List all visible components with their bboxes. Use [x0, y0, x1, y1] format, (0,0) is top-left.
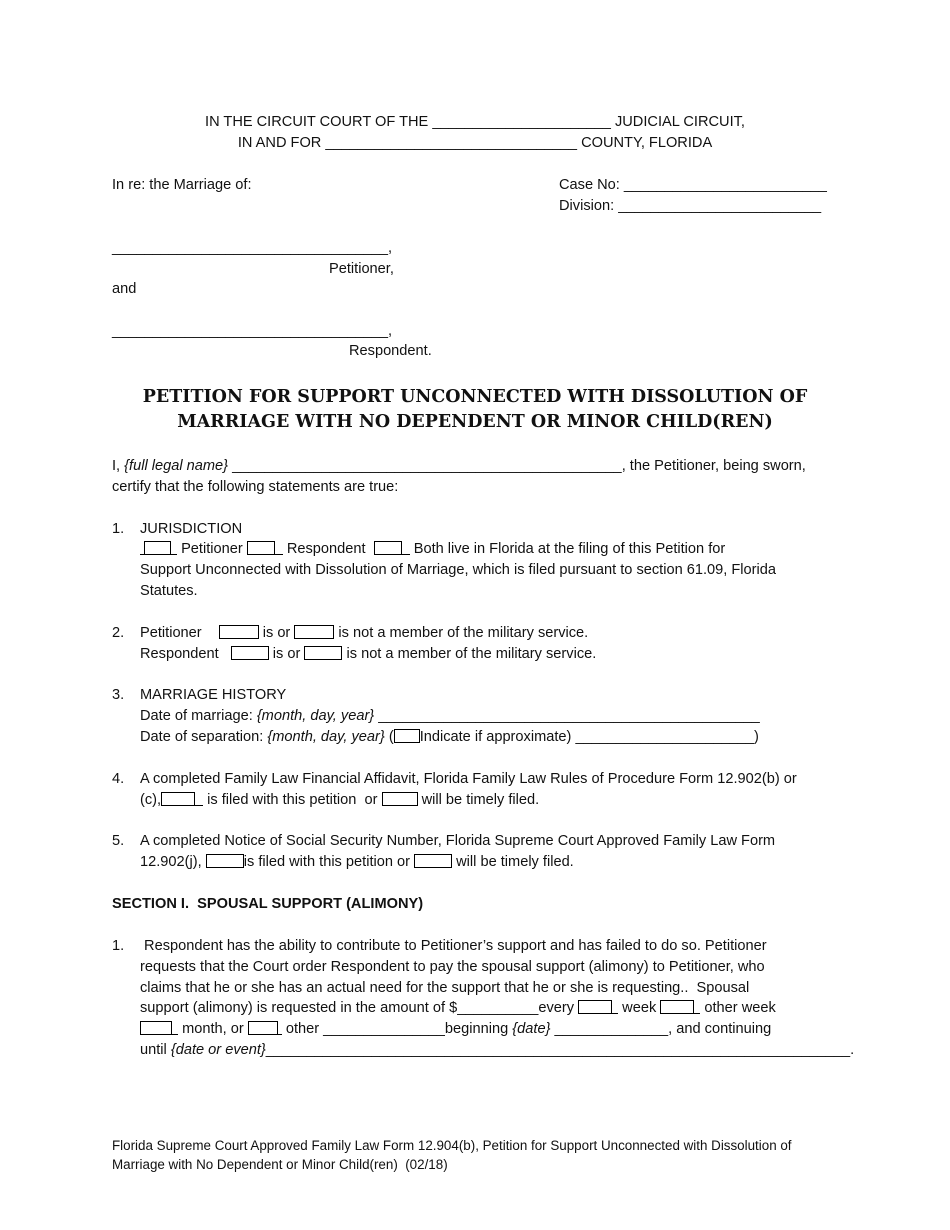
court-header-line1: IN THE CIRCUIT COURT OF THE ______________________ JUDICIAL CIRCUIT,: [205, 114, 745, 130]
document-title-line1: PETITION FOR SUPPORT UNCONNECTED WITH DISSOLUTION OF: [142, 387, 808, 407]
monthly-checkbox[interactable]: [140, 1021, 172, 1035]
footer-line1: Florida Supreme Court Approved Family Law Form 12.904(b), Petition for Support Unconnected with Dissolution of: [112, 1138, 792, 1153]
item-2-number: 2.: [112, 625, 125, 641]
date-of-marriage-row: Date of marriage: {month, day, year} _______________________________________________: [140, 708, 760, 724]
item-1-number: 1.: [112, 521, 125, 537]
date-of-marriage-field[interactable]: _______________________________________________: [378, 708, 760, 724]
section-1-heading: SECTION I. SPOUSAL SUPPORT (ALIMONY): [112, 896, 424, 912]
petitioner-military-not-checkbox[interactable]: [294, 625, 334, 639]
petitioner-military-row: Petitioner is or is not a member of the military service.: [140, 625, 589, 641]
approximate-checkbox[interactable]: [394, 729, 420, 743]
petitioner-checkbox[interactable]: [144, 541, 171, 555]
alimony-line6: until {date or event}________________________________________________________________________.: [140, 1042, 855, 1058]
document-title-line2: MARRIAGE WITH NO DEPENDENT OR MINOR CHILD(REN): [177, 412, 773, 432]
other-week-checkbox[interactable]: [660, 1000, 694, 1014]
respondent-military-is-checkbox[interactable]: [231, 646, 269, 660]
case-number-field[interactable]: _________________________: [623, 177, 827, 193]
section-1-item-number: 1.: [112, 938, 125, 954]
full-legal-name-field[interactable]: ________________________________________________: [232, 458, 622, 474]
alimony-line1: Respondent has the ability to contribute to Petitioner’s support and has failed to do so. Petitioner: [140, 938, 767, 954]
item-5-number: 5.: [112, 833, 125, 849]
ssn-line2: 12.902(j), is filed with this petition or will be timely filed.: [140, 854, 574, 870]
other-frequency-checkbox[interactable]: [248, 1021, 278, 1035]
affidavit-filed-checkbox[interactable]: [161, 792, 195, 806]
petitioner-label: Petitioner,: [329, 261, 394, 277]
alimony-line5: month, or other _______________beginning {date} ______________, and continuing: [140, 1019, 771, 1040]
case-number-row: Case No: _________________________: [559, 177, 827, 193]
alimony-line2: requests that the Court order Respondent to pay the spousal support (alimony) to Petitioner, who: [140, 959, 765, 975]
beginning-date-field[interactable]: ______________: [554, 1021, 669, 1037]
respondent-checkbox[interactable]: [247, 541, 275, 555]
intro-line2: certify that the following statements are true:: [112, 479, 399, 495]
affidavit-timely-checkbox[interactable]: [382, 792, 418, 806]
court-header-line2: IN AND FOR _______________________________ COUNTY, FLORIDA: [237, 135, 713, 151]
respondent-name-field[interactable]: __________________________________,: [112, 323, 393, 339]
jurisdiction-line3: Statutes.: [140, 583, 198, 599]
respondent-military-row: Respondent is or is not a member of the military service.: [140, 646, 597, 662]
ssn-timely-checkbox[interactable]: [414, 854, 452, 868]
weekly-checkbox[interactable]: [578, 1000, 612, 1014]
alimony-line4: support (alimony) is requested in the amount of $__________every week other week: [140, 1000, 776, 1016]
date-of-separation-row: Date of separation: {month, day, year} ( Indicate if approximate) ______________________): [140, 729, 759, 745]
affidavit-line2: (c), is filed with this petition or will be timely filed.: [140, 792, 540, 808]
circuit-field[interactable]: ______________________: [432, 114, 611, 130]
respondent-label: Respondent.: [349, 343, 432, 359]
jurisdiction-heading: JURISDICTION: [140, 521, 243, 537]
affidavit-line1: A completed Family Law Financial Affidavit, Florida Family Law Rules of Procedure Form 12.902(b) or: [140, 771, 797, 787]
alimony-amount-field[interactable]: __________: [457, 1000, 539, 1016]
jurisdiction-options: Petitioner Respondent Both live in Florida at the filing of this Petition for: [140, 539, 725, 560]
item-4-number: 4.: [112, 771, 125, 787]
other-frequency-field[interactable]: _______________: [323, 1021, 445, 1037]
marriage-history-heading: MARRIAGE HISTORY: [140, 687, 287, 703]
jurisdiction-line2: Support Unconnected with Dissolution of Marriage, which is filed pursuant to section 61.09, Florida: [140, 562, 776, 578]
footer-line2: Marriage with No Dependent or Minor Child(ren) (02/18): [112, 1157, 448, 1172]
petitioner-military-is-checkbox[interactable]: [219, 625, 259, 639]
and-label: and: [112, 281, 137, 297]
division-field[interactable]: _________________________: [618, 198, 822, 214]
petitioner-name-field[interactable]: __________________________________,: [112, 240, 393, 256]
division-row: Division: _________________________: [559, 198, 822, 214]
alimony-line3: claims that he or she has an actual need for the support that he or she is requesting.. Spousal: [140, 980, 750, 996]
intro-line1: I, {full legal name} ________________________________________________, the Petitioner, being sworn,: [112, 458, 806, 474]
county-field[interactable]: _______________________________: [325, 135, 578, 151]
ssn-filed-checkbox[interactable]: [206, 854, 244, 868]
in-re-label: In re: the Marriage of:: [112, 177, 252, 193]
ssn-line1: A completed Notice of Social Security Number, Florida Supreme Court Approved Family Law Form: [140, 833, 776, 849]
both-checkbox[interactable]: [374, 541, 402, 555]
item-3-number: 3.: [112, 687, 125, 703]
respondent-military-not-checkbox[interactable]: [304, 646, 342, 660]
date-of-separation-field[interactable]: ______________________): [575, 729, 759, 745]
until-date-field[interactable]: ________________________________________________________________________.: [265, 1042, 855, 1058]
